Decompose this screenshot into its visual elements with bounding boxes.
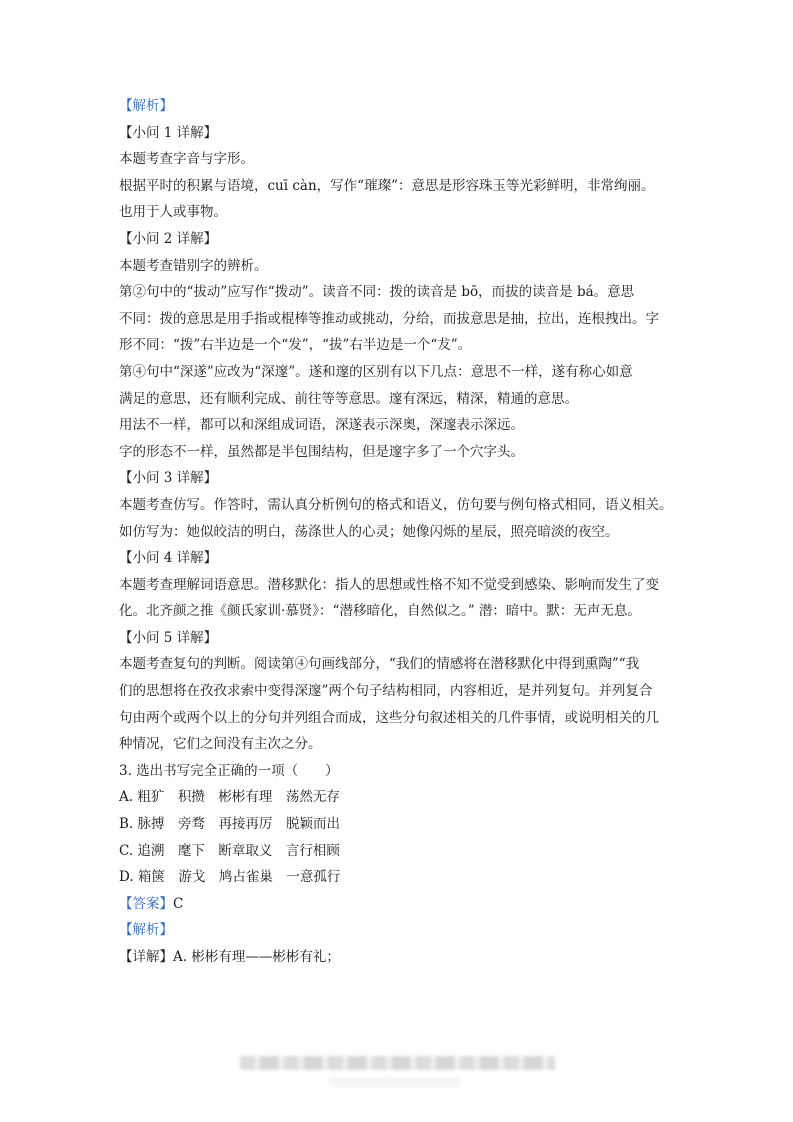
line-text: 3. 选出书写完全正确的一项（ ） xyxy=(119,762,339,779)
line-text: 第②句中的“拔动”应写作“拨动”。读音不同：拨的读音是 bō，而拔的读音是 bá。意思 xyxy=(119,284,635,301)
text-line xyxy=(119,758,699,785)
text-line xyxy=(119,439,699,466)
line-text: 句由两个或两个以上的分句并列组合而成，这些分句叙述相关的几件事情，或说明相关的几 xyxy=(119,709,659,726)
text-line xyxy=(119,412,699,439)
text-line xyxy=(119,253,699,280)
document-body xyxy=(119,93,699,971)
section-tag: 【小问 5 详解】 xyxy=(119,629,218,646)
line-text: A. 彬彬有理——彬彬有礼； xyxy=(173,949,340,965)
line-text: 种情况，它们之间没有主次之分。 xyxy=(119,736,322,753)
text-line xyxy=(119,386,699,413)
section-heading-line xyxy=(119,93,699,120)
text-line xyxy=(119,598,699,625)
line-text: 满足的意思，还有顺利完成、前往等等意思。邃有深远，精深，精通的意思。 xyxy=(119,390,578,407)
section-tag: 【解析】 xyxy=(119,98,173,114)
text-line xyxy=(119,359,699,386)
text-line xyxy=(119,731,699,758)
text-line xyxy=(119,199,699,226)
section-tag: 【小问 2 详解】 xyxy=(119,230,218,247)
section-heading-line xyxy=(119,917,699,944)
line-text: 根据平时的积累与语境，cuī càn，写作“璀璨”：意思是形容珠玉等光彩鲜明，非常绚丽。 xyxy=(119,177,655,194)
section-heading-line xyxy=(119,891,699,918)
section-tag: 【小问 4 详解】 xyxy=(119,550,218,567)
section-heading-line xyxy=(119,226,699,253)
text-line xyxy=(119,864,699,891)
line-text: 第④句中“深遂”应改为“深邃”。遂和邃的区别有以下几点：意思不一样，遂有称心如意 xyxy=(119,363,633,380)
text-line xyxy=(119,784,699,811)
text-line xyxy=(119,306,699,333)
line-text: D. 箱箧 游戈 鸠占雀巢 一意孤行 xyxy=(119,869,341,886)
text-line xyxy=(119,572,699,599)
text-line xyxy=(119,678,699,705)
line-text: C xyxy=(173,895,184,912)
line-text: 不同：拨的意思是用手指或棍棒等推动或挑动，分给，而拔意思是抽，拉出，连根拽出。字 xyxy=(119,310,659,327)
line-text: 如仿写为：她似皎洁的明白，荡涤世人的心灵；她像闪烁的星辰，照亮暗淡的夜空。 xyxy=(119,523,619,540)
text-line xyxy=(119,332,699,359)
section-heading-line xyxy=(119,545,699,572)
line-text: 用法不一样，都可以和深组成词语，深遂表示深奥，深邃表示深远。 xyxy=(119,417,524,434)
blurred-footer-subline xyxy=(330,1078,460,1086)
section-tag: 【解析】 xyxy=(119,922,173,939)
text-line xyxy=(119,651,699,678)
line-text: 也用于人或事物。 xyxy=(119,204,227,221)
section-heading-line xyxy=(119,465,699,492)
section-heading-line xyxy=(119,625,699,652)
section-heading-line xyxy=(119,944,699,971)
line-text: 化。北齐颜之推《颜氏家训·慕贤》：“潜移暗化，自然似之。” 潜：暗中。默：无声无息。 xyxy=(119,603,641,620)
line-text: 字的形态不一样，虽然都是半包围结构，但是邃字多了一个穴字头。 xyxy=(119,443,524,460)
section-tag: 【详解】 xyxy=(119,949,173,965)
text-line xyxy=(119,705,699,732)
blurred-footer-watermark xyxy=(240,1056,555,1070)
line-text: C. 追溯 麾下 断章取义 言行相顾 xyxy=(119,842,340,859)
text-line xyxy=(119,811,699,838)
text-line xyxy=(119,492,699,519)
section-tag: 【答案】 xyxy=(119,895,173,912)
text-line xyxy=(119,519,699,546)
line-text: A. 粗犷 积攒 彬彬有理 荡然无存 xyxy=(119,789,340,806)
line-text: 们的思想将在孜孜求索中变得深邃”两个句子结构相同，内容相近，是并列复句。并列复合 xyxy=(119,683,653,700)
section-tag: 【小问 3 详解】 xyxy=(119,470,218,487)
line-text: 形不同：“拨”右半边是一个“发”，“拔”右半边是一个“犮”。 xyxy=(119,337,472,354)
line-text: 本题考查错别字的辨析。 xyxy=(119,257,268,274)
line-text: 本题考查复句的判断。阅读第④句画线部分，“我们的情感将在潜移默化中得到熏陶”“我 xyxy=(119,656,640,673)
section-tag: 【小问 1 详解】 xyxy=(119,124,218,141)
line-text: 本题考查字音与字形。 xyxy=(119,151,254,168)
line-text: 本题考查仿写。作答时，需认真分析例句的格式和语义，仿句要与例句格式相同，语义相关。 xyxy=(119,496,673,513)
text-line xyxy=(119,146,699,173)
text-line xyxy=(119,279,699,306)
line-text: 本题考查理解词语意思。潜移默化：指人的思想或性格不知不觉受到感染、影响而发生了变 xyxy=(119,576,659,593)
text-line xyxy=(119,838,699,865)
section-heading-line xyxy=(119,120,699,147)
line-text: B. 脉搏 旁骛 再接再厉 脱颖而出 xyxy=(119,816,341,833)
text-line xyxy=(119,173,699,200)
